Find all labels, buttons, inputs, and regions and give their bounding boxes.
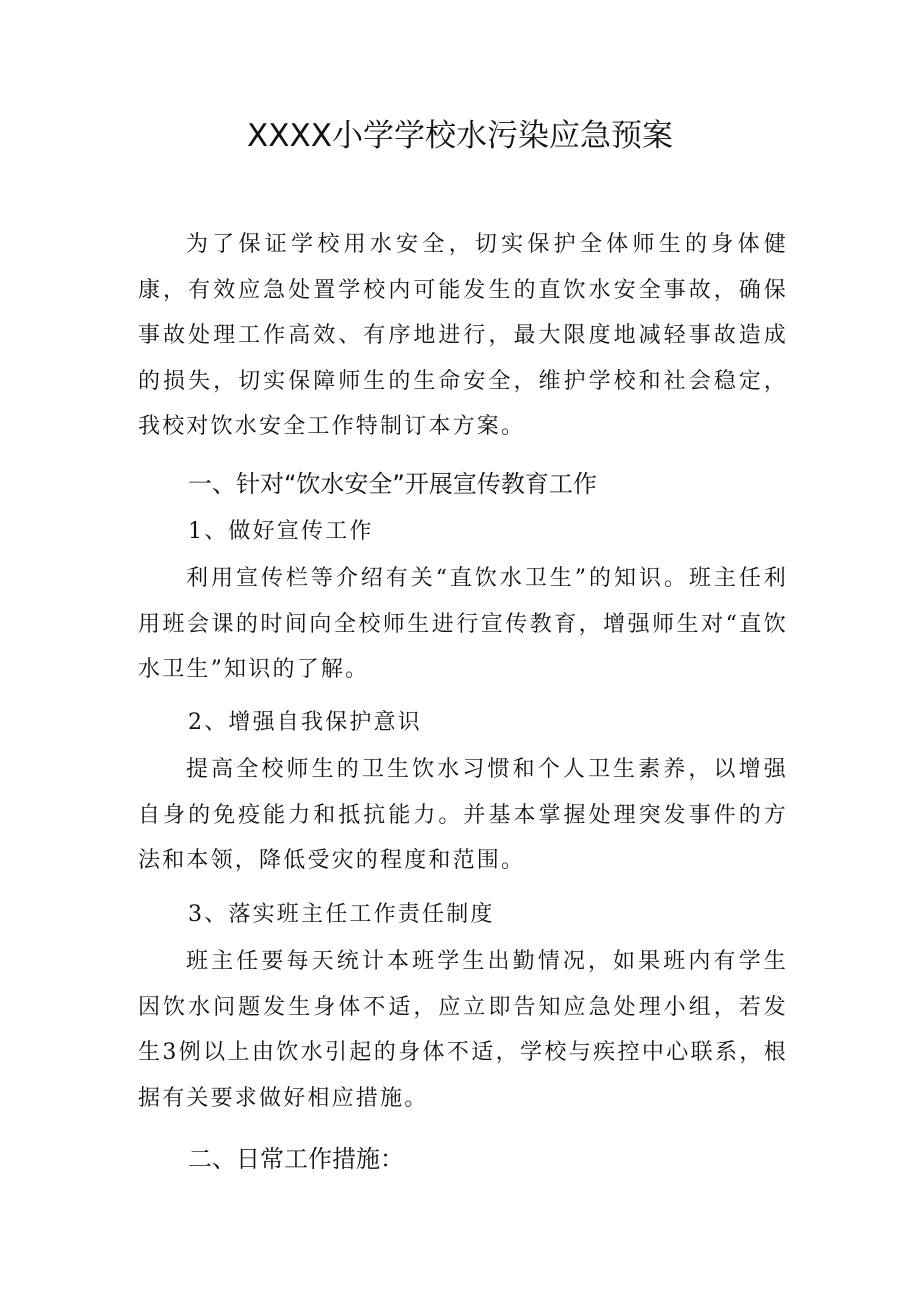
intro-paragraph: 为了保证学校用水安全，切实保护全体师生的身体健康，有效应急处置学校内可能发生的直饮水安全事故，确保事故处理工作高效、有序地进行，最大限度地减轻事故造成的损失，切实保障师生的生命安全，维护学校和社会稳定，我校对饮水安全工作特制订本方案。 (138, 232, 788, 439)
item1-subheading: 1、做好宣传工作 (188, 519, 374, 544)
document-title: XXXX小学学校水污染应急预案 (247, 118, 673, 154)
section1-heading: 一、针对“饮水安全”开展宣传教育工作 (188, 470, 597, 498)
item1-paragraph: 利用宣传栏等介绍有关“直饮水卫生”的知识。班主任利用班会课的时间向全校师生进行宣传教育，增强师生对“直饮水卫生”知识的了解。 (138, 566, 788, 682)
section2-heading: 二、日常工作措施： (188, 1145, 404, 1173)
item3-paragraph: 班主任要每天统计本班学生出勤情况，如果班内有学生因饮水问题发生身体不适，应立即告知应急处理小组，若发生3例以上由饮水引起的身体不适，学校与疾控中心联系，根据有关要求做好相应措施。 (138, 949, 788, 1111)
item2-subheading: 2、增强自我保护意识 (188, 710, 422, 735)
item2-paragraph: 提高全校师生的卫生饮水习惯和个人卫生素养，以增强自身的免疫能力和抵抗能力。并基本掌握处理突发事件的方法和本领，降低受灾的程度和范围。 (138, 757, 788, 873)
item3-subheading: 3、落实班主任工作责任制度 (188, 902, 495, 927)
